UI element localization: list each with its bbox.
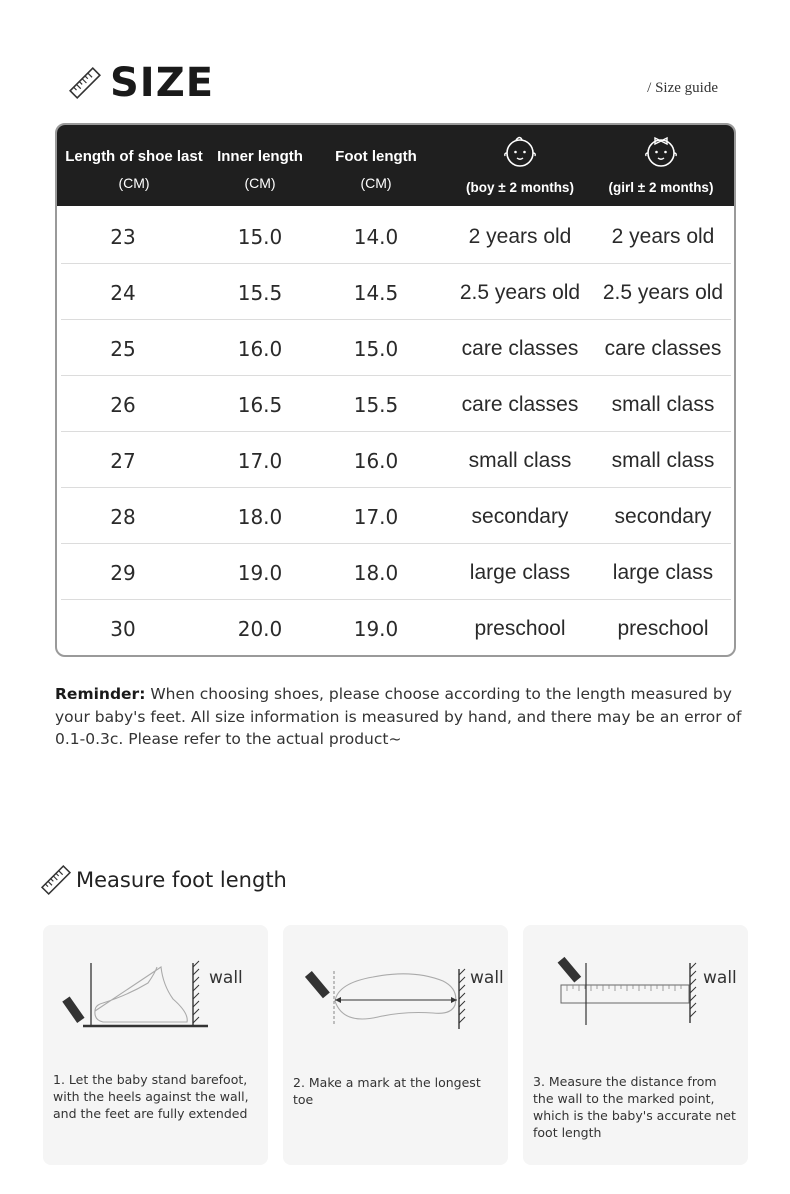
cell-foot: 14.5 bbox=[353, 281, 399, 305]
header-girl bbox=[587, 125, 735, 206]
page-title: SIZE bbox=[110, 60, 215, 106]
cell-inner: 18.0 bbox=[237, 505, 283, 529]
wall-label: wall bbox=[209, 968, 243, 988]
table-row bbox=[61, 600, 731, 656]
step2-illustration bbox=[283, 925, 508, 1055]
header-boy-label: (boy ± 2 months) bbox=[466, 180, 574, 195]
ruler-icon bbox=[40, 864, 72, 896]
cell-inner: 17.0 bbox=[237, 449, 283, 473]
table-header bbox=[57, 125, 734, 206]
header-inner-length bbox=[207, 125, 313, 206]
table-row bbox=[61, 544, 731, 600]
table-row bbox=[61, 488, 731, 544]
cell-girl: care classes bbox=[604, 337, 722, 360]
cell-last: 27 bbox=[110, 449, 136, 473]
cell-girl: 2 years old bbox=[611, 225, 715, 248]
wall-label: wall bbox=[703, 968, 737, 988]
cell-girl: 2.5 years old bbox=[602, 281, 724, 304]
reminder-text bbox=[55, 683, 745, 751]
cell-boy: preschool bbox=[474, 617, 566, 640]
cell-boy: large class bbox=[469, 561, 571, 584]
header-girl-label: (girl ± 2 months) bbox=[608, 180, 714, 195]
header-shoe-last-unit: (CM) bbox=[118, 175, 150, 191]
step3-illustration bbox=[523, 925, 748, 1055]
header-foot-length-unit: (CM) bbox=[360, 175, 392, 191]
ruler-icon bbox=[68, 66, 102, 100]
cell-inner: 19.0 bbox=[237, 561, 283, 585]
table-row bbox=[61, 264, 731, 320]
size-table bbox=[55, 123, 736, 657]
cell-boy: secondary bbox=[471, 505, 569, 528]
cell-foot: 14.0 bbox=[353, 225, 399, 249]
header-shoe-last-label: Length of shoe last bbox=[65, 148, 203, 165]
step1-illustration bbox=[43, 925, 268, 1055]
boy-face-icon bbox=[500, 132, 540, 172]
step-text: 3. Measure the distance from the wall to the marked point, which is the baby's accurate net foot length bbox=[533, 1074, 736, 1140]
cell-inner: 20.0 bbox=[237, 617, 283, 641]
header-foot-length bbox=[323, 125, 429, 206]
measure-title: Measure foot length bbox=[76, 868, 287, 892]
step-card-2 bbox=[283, 925, 508, 1165]
cell-foot: 15.5 bbox=[353, 393, 399, 417]
cell-boy: 2 years old bbox=[468, 225, 572, 248]
cell-boy: small class bbox=[468, 449, 572, 472]
cell-foot: 17.0 bbox=[353, 505, 399, 529]
cell-girl: large class bbox=[612, 561, 714, 584]
header-shoe-last bbox=[61, 125, 207, 206]
step-text: 1. Let the baby stand barefoot, with the heels against the wall, and the feet are fully extended bbox=[53, 1072, 249, 1121]
measure-header bbox=[40, 860, 287, 900]
cell-boy: care classes bbox=[461, 393, 579, 416]
cell-foot: 15.0 bbox=[353, 337, 399, 361]
cell-girl: secondary bbox=[614, 505, 712, 528]
size-guide-label: / Size guide bbox=[647, 80, 718, 96]
wall-label: wall bbox=[470, 968, 504, 988]
cell-foot: 19.0 bbox=[353, 617, 399, 641]
table-row bbox=[61, 208, 731, 264]
reminder-label: Reminder: bbox=[55, 685, 146, 703]
step-text: 2. Make a mark at the longest toe bbox=[293, 1075, 481, 1107]
cell-foot: 16.0 bbox=[353, 449, 399, 473]
cell-last: 28 bbox=[110, 505, 136, 529]
cell-foot: 18.0 bbox=[353, 561, 399, 585]
cell-last: 29 bbox=[110, 561, 136, 585]
cell-last: 23 bbox=[110, 225, 136, 249]
cell-last: 25 bbox=[110, 337, 136, 361]
size-header bbox=[68, 58, 214, 108]
girl-face-icon bbox=[641, 132, 681, 172]
reminder-body: When choosing shoes, please choose according to the length measured by your baby's feet. All size information is measured by hand, and there may be an error of 0.1-0.3c. Please refer to the actual product~ bbox=[55, 685, 742, 748]
cell-boy: 2.5 years old bbox=[459, 281, 581, 304]
cell-girl: preschool bbox=[617, 617, 709, 640]
header-inner-length-label: Inner length bbox=[217, 148, 303, 165]
cell-boy: care classes bbox=[461, 337, 579, 360]
step-card-3 bbox=[523, 925, 748, 1165]
cell-inner: 16.0 bbox=[237, 337, 283, 361]
cell-inner: 16.5 bbox=[237, 393, 283, 417]
header-foot-length-label: Foot length bbox=[335, 148, 417, 165]
cell-girl: small class bbox=[611, 393, 715, 416]
header-inner-length-unit: (CM) bbox=[244, 175, 276, 191]
cell-last: 30 bbox=[110, 617, 136, 641]
table-row bbox=[61, 320, 731, 376]
cell-girl: small class bbox=[611, 449, 715, 472]
cell-last: 26 bbox=[110, 393, 136, 417]
table-row bbox=[61, 376, 731, 432]
cell-last: 24 bbox=[110, 281, 136, 305]
table-row bbox=[61, 432, 731, 488]
cell-inner: 15.5 bbox=[237, 281, 283, 305]
cell-inner: 15.0 bbox=[237, 225, 283, 249]
header-boy bbox=[446, 125, 594, 206]
step-card-1 bbox=[43, 925, 268, 1165]
